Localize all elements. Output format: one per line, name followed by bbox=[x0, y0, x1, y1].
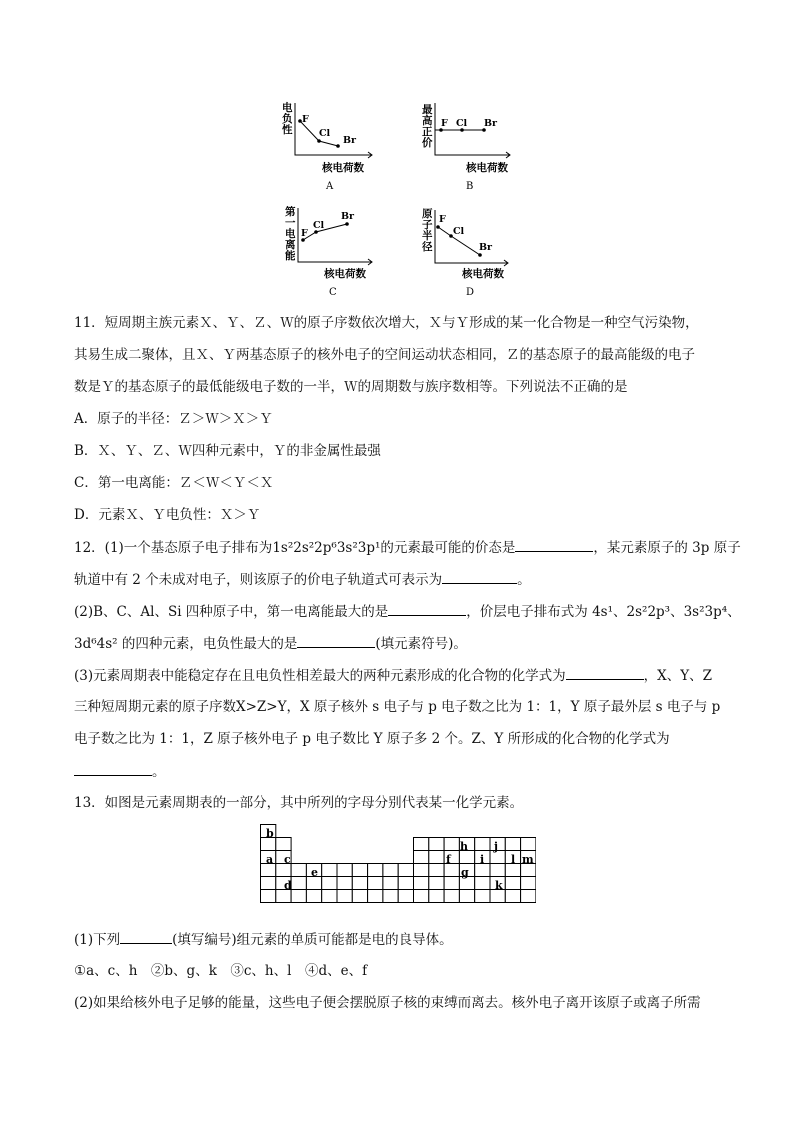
q12-p2-intro: (2)B、C、Al、Si 四种原子中，第一电离能最大的是 bbox=[74, 604, 389, 620]
q12-p1-intro: 12．(1)一个基态原子电子排布为 bbox=[74, 540, 273, 556]
table-cell bbox=[337, 864, 352, 877]
q12-p2-mid: ，价层电子排布式为 4s¹、2s²2p³、3s²3p⁴、 bbox=[466, 604, 741, 620]
table-cell bbox=[352, 864, 367, 877]
graph-a-point-br bbox=[336, 144, 340, 148]
q13-options: ①a、c、h ②b、g、k ③c、h、l ④d、e、f bbox=[74, 963, 368, 979]
graph-b-ylabel-3: 正 bbox=[422, 126, 433, 138]
q11-option-d: D．元素Ｘ、Ｙ电负性：Ｘ＞Ｙ bbox=[74, 507, 261, 523]
q12-p1-orbital: 轨道中有 2 个未成对电子，则该原子的价电子轨道式可表示为 bbox=[74, 572, 443, 588]
graph-b-ylabel-4: 价 bbox=[422, 137, 433, 149]
q12-line-6: 三种短周期元素的原子序数X>Z>Y，X 原子核外 s 电子与 p 电子数之比为 1：1，Y 原子最外层 s 电子与 p bbox=[74, 699, 721, 715]
property-graphs-figure bbox=[0, 0, 794, 300]
graph-a-caption: A bbox=[326, 181, 334, 192]
element-g: g bbox=[461, 866, 469, 879]
q12-line-4 bbox=[74, 634, 467, 653]
q12-line-1 bbox=[74, 538, 741, 557]
element-e: e bbox=[311, 866, 318, 879]
graph-d-point-f bbox=[436, 225, 440, 229]
table-cell bbox=[429, 838, 444, 851]
graph-d-axes bbox=[435, 210, 508, 263]
graph-d-point-br bbox=[478, 253, 482, 257]
element-k: k bbox=[495, 879, 503, 892]
q12-p2-end: (填元素符号)。 bbox=[375, 636, 467, 652]
table-cell bbox=[291, 877, 306, 890]
graph-a-label-f: F bbox=[302, 114, 309, 125]
q12-line-3 bbox=[74, 602, 741, 621]
table-cell bbox=[429, 864, 444, 877]
table-cell bbox=[414, 864, 429, 877]
table-cell bbox=[322, 877, 337, 890]
q12-p2-config: 3d⁶4s² 的四种元素，电负性最大的是 bbox=[74, 636, 298, 652]
graph-d-caption: D bbox=[466, 287, 475, 298]
graph-c-caption: C bbox=[329, 287, 337, 298]
answer-blank-electroneg[interactable] bbox=[297, 634, 375, 648]
graph-b bbox=[422, 103, 510, 192]
graph-a-ylabel-2: 负 bbox=[282, 113, 293, 125]
graph-b-label-f: F bbox=[441, 118, 448, 129]
table-cell bbox=[337, 877, 352, 890]
q11-stem-line-2: 其易生成二聚体，且Ｘ、Ｙ两基态原子的核外电子的空间运动状态相同，Ｚ的基态原子的最高能级的电子 bbox=[74, 347, 695, 363]
graph-c-ylabel-1: 第 bbox=[285, 206, 296, 218]
q12-p1-mid: 的元素最可能的价态是 bbox=[380, 540, 516, 556]
table-cell bbox=[291, 864, 306, 877]
graph-a-axes bbox=[295, 103, 372, 155]
graph-a-point-cl bbox=[317, 139, 321, 143]
graph-d-label-cl: Cl bbox=[453, 226, 465, 237]
q12-p3-intro: (3)元素周期表中能稳定存在且电负性相差最大的两种元素形成的化合物的化学式为 bbox=[74, 668, 566, 684]
table-cell bbox=[352, 890, 367, 903]
graph-d-label-f: F bbox=[439, 214, 446, 225]
q11-stem-line-1: 11．短周期主族元素Ｘ、Ｙ、Ｚ、Ｗ的原子序数依次增大，Ｘ与Ｙ形成的某一化合物是一种空气污染物， bbox=[74, 315, 699, 331]
table-cell bbox=[475, 877, 490, 890]
element-c: c bbox=[284, 853, 291, 866]
graph-d-ylabel-1: 原 bbox=[422, 208, 433, 220]
table-cell bbox=[261, 877, 276, 890]
answer-blank-orbital[interactable] bbox=[442, 570, 517, 584]
table-cell bbox=[322, 864, 337, 877]
table-cell bbox=[459, 890, 474, 903]
table-cell bbox=[291, 890, 306, 903]
table-cell bbox=[398, 877, 413, 890]
table-cell bbox=[521, 838, 536, 851]
table-cell bbox=[383, 890, 398, 903]
table-cell bbox=[322, 890, 337, 903]
table-cell bbox=[261, 890, 276, 903]
q12-p1-end: 。 bbox=[517, 572, 531, 588]
element-m: m bbox=[522, 853, 534, 866]
table-cell bbox=[505, 838, 520, 851]
graph-c-label-br: Br bbox=[341, 211, 355, 222]
table-cell bbox=[368, 864, 383, 877]
q11-option-b: B．Ｘ、Ｙ、Ｚ、Ｗ四种元素中，Ｙ的非金属性最强 bbox=[74, 443, 381, 459]
graph-c-ylabel-5: 能 bbox=[285, 250, 296, 262]
element-i: i bbox=[480, 853, 485, 866]
graph-d-ylabel-4: 径 bbox=[422, 241, 433, 253]
graph-c-xlabel: 核电荷数 bbox=[324, 268, 366, 280]
q11-option-a: A．原子的半径：Ｚ＞Ｗ＞Ｘ＞Ｙ bbox=[74, 411, 273, 427]
graph-a bbox=[282, 101, 372, 192]
element-f: f bbox=[446, 853, 451, 866]
table-cell bbox=[429, 890, 444, 903]
table-cell bbox=[414, 851, 429, 864]
table-cell bbox=[521, 890, 536, 903]
q12-config: 1s²2s²2p⁶3s²3p¹ bbox=[272, 540, 381, 556]
graph-b-ylabel-2: 高 bbox=[422, 115, 433, 127]
graph-a-xlabel: 核电荷数 bbox=[322, 162, 364, 174]
table-cell bbox=[306, 890, 321, 903]
q12-p3-mid: ，X、Y、Z bbox=[643, 668, 713, 684]
table-cell bbox=[475, 890, 490, 903]
graph-d-xlabel: 核电荷数 bbox=[462, 268, 504, 280]
table-cell bbox=[383, 877, 398, 890]
q12-line-5 bbox=[74, 666, 712, 685]
graph-a-ylabel-3: 性 bbox=[282, 124, 293, 136]
answer-blank-compound-1[interactable] bbox=[566, 666, 644, 680]
answer-blank-valence[interactable] bbox=[515, 538, 593, 552]
element-l: l bbox=[511, 853, 516, 866]
table-cell bbox=[444, 890, 459, 903]
graph-b-axes bbox=[435, 103, 510, 155]
table-cell bbox=[475, 838, 490, 851]
graph-c bbox=[285, 205, 372, 298]
q13-part1-tail: (填写编号)组元素的单质可能都是电的良导体。 bbox=[172, 932, 453, 948]
graph-c-ylabel-4: 离 bbox=[285, 239, 296, 251]
element-d: d bbox=[284, 879, 292, 892]
q13-part1-intro: (1)下列 bbox=[74, 932, 121, 948]
graph-d-ylabel-2: 子 bbox=[422, 219, 433, 231]
table-cell bbox=[383, 864, 398, 877]
graph-b-xlabel: 核电荷数 bbox=[466, 162, 508, 174]
graph-c-point-br bbox=[345, 222, 349, 226]
table-cell bbox=[352, 877, 367, 890]
table-cell bbox=[505, 877, 520, 890]
table-cell bbox=[444, 877, 459, 890]
graph-c-line bbox=[303, 224, 347, 240]
graph-b-label-cl: Cl bbox=[456, 118, 468, 129]
table-cell bbox=[398, 864, 413, 877]
element-j: j bbox=[494, 840, 498, 853]
element-b: b bbox=[266, 827, 274, 840]
answer-blank-compound-2[interactable] bbox=[74, 762, 152, 776]
table-cell bbox=[398, 890, 413, 903]
q12-line-7: 电子数之比为 1：1，Z 原子核外电子 p 电子数比 Y 原子多 2 个。Z、Y 所形成的化合物的化学式为 bbox=[74, 731, 670, 747]
table-cell bbox=[429, 851, 444, 864]
graph-d-ylabel-3: 半 bbox=[422, 230, 433, 242]
q12-line-2 bbox=[74, 570, 531, 589]
graph-a-ylabel-1: 电 bbox=[282, 102, 293, 114]
table-cell bbox=[414, 838, 429, 851]
q12-p3-end: 。 bbox=[152, 764, 166, 780]
table-cell bbox=[414, 890, 429, 903]
table-cell bbox=[276, 838, 291, 851]
q11-option-c: C．第一电离能：Ｚ＜Ｗ＜Ｙ＜Ｘ bbox=[74, 475, 274, 491]
q12-p1-tail: ，某元素原子的 3p 原子 bbox=[593, 540, 741, 556]
graph-c-label-cl: Cl bbox=[313, 220, 325, 231]
graph-b-caption: B bbox=[466, 181, 474, 192]
periodic-table-fragment bbox=[260, 824, 536, 914]
answer-blank-ionization[interactable] bbox=[388, 602, 466, 616]
q13-stem: 13．如图是元素周期表的一部分，其中所列的字母分别代表某一化学元素。 bbox=[74, 795, 524, 811]
table-cell bbox=[368, 877, 383, 890]
element-h: h bbox=[460, 840, 468, 853]
graph-d bbox=[421, 207, 508, 298]
graph-a-label-br: Br bbox=[343, 135, 357, 146]
table-cell bbox=[505, 890, 520, 903]
graph-b-label-br: Br bbox=[484, 118, 498, 129]
table-cell bbox=[444, 838, 459, 851]
answer-blank-conductor[interactable] bbox=[120, 930, 172, 944]
q11-stem-line-3: 数是Ｙ的基态原子的最低能级电子数的一半，Ｗ的周期数与族序数相等。下列说法不正确的是 bbox=[74, 379, 628, 395]
graph-c-ylabel-3: 电 bbox=[285, 228, 296, 240]
table-cell bbox=[337, 890, 352, 903]
table-cell bbox=[368, 890, 383, 903]
graph-d-label-br: Br bbox=[479, 242, 493, 253]
graph-c-ylabel-2: 一 bbox=[285, 217, 296, 229]
graph-b-ylabel-1: 最 bbox=[422, 104, 433, 116]
q12-line-8 bbox=[74, 762, 166, 781]
table-cell bbox=[414, 877, 429, 890]
element-a: a bbox=[266, 853, 274, 866]
table-cell bbox=[490, 864, 505, 877]
graph-c-axes bbox=[298, 208, 372, 262]
q13-part2: (2)如果给核外电子足够的能量，这些电子便会摆脱原子核的束缚而离去。核外电子离开该原子或离子所需 bbox=[74, 995, 701, 1011]
table-cell bbox=[429, 877, 444, 890]
q13-part1 bbox=[74, 930, 453, 949]
graph-c-label-f: F bbox=[301, 228, 308, 239]
graph-a-label-cl: Cl bbox=[319, 128, 331, 139]
table-cell bbox=[521, 877, 536, 890]
